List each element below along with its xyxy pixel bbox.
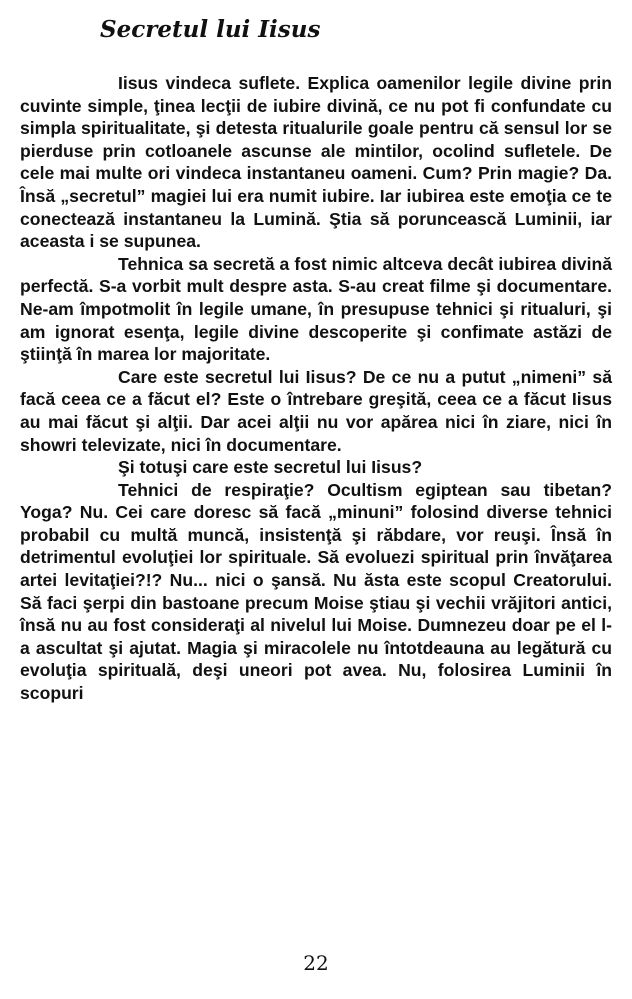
paragraph: Şi totuşi care este secretul lui Iisus? — [118, 457, 423, 478]
paragraph: Iisus vindeca suflete. Explica oamenilor legile divine prin cuvinte simple, ţinea lecţii de iubire divină, ce nu pot fi confundate cu simpla spiritualitate, şi detesta ritualurile goale pentru că sensul lor se pierduse prin cotloanele ascunse ale mintilor, ocolind sufletele. De cele mai multe ori vindeca instantaneu oameni. Cum? Prin magie? Da. Însă „secretul” magiei lui era numit iubire. Iar iubirea este emoţia ce te conectează instantaneu la Lumină. Ştia să poruncească Luminii, iar aceasta i se supunea. — [20, 73, 612, 252]
paragraph: Tehnici de respiraţie? Ocultism egiptean sau tibetan? Yoga? Nu. Cei care doresc să facă „minuni” folosind diverse tehnici probabil cu multă muncă, insistenţă şi răbdare, vor reuşi. Însă în detrimentul evoluţiei lor spirituale. Să evoluezi spiritual prin învăţarea artei levitaţiei?!? Nu... nici o şansă. Nu ăsta este scopul Creatorului. Să faci şerpi din bastoane precum Moise ştiau şi vechii vrăjitori antici, însă nu au fost consideraţi al nivelul lui Moise. Dumnezeu doar pe el l-a ascultat şi ajutat. Magia şi miracolele nu întotdeauna au legătură cu evoluţia spirituală, deşi uneori pot avea. Nu, folosirea Luminii în scopuri — [20, 479, 612, 704]
page-number: 22 — [303, 951, 329, 975]
page-title: Secretul lui Iisus — [100, 16, 321, 43]
body-text — [20, 72, 612, 705]
paragraph: Care este secretul lui Iisus? De ce nu a putut „nimeni” să facă ceea ce a făcut el? Este o întrebare greşită, ceea ce a făcut Iisus au mai făcut şi alţii. Dar acei alţii nu vor apărea nici în ziare, nici în showri televizate, nici în documentare. — [20, 366, 612, 455]
paragraph: Tehnica sa secretă a fost nimic altceva decât iubirea divină perfectă. S-a vorbit mult despre asta. S-au creat filme şi documentare. Ne-am împotmolit în legile umane, în presupuse tehnici şi ritualuri, şi am ignorat esenţa, legile divine descoperite şi confimate astăzi de ştiinţă în marea lor majoritate. — [20, 253, 612, 365]
